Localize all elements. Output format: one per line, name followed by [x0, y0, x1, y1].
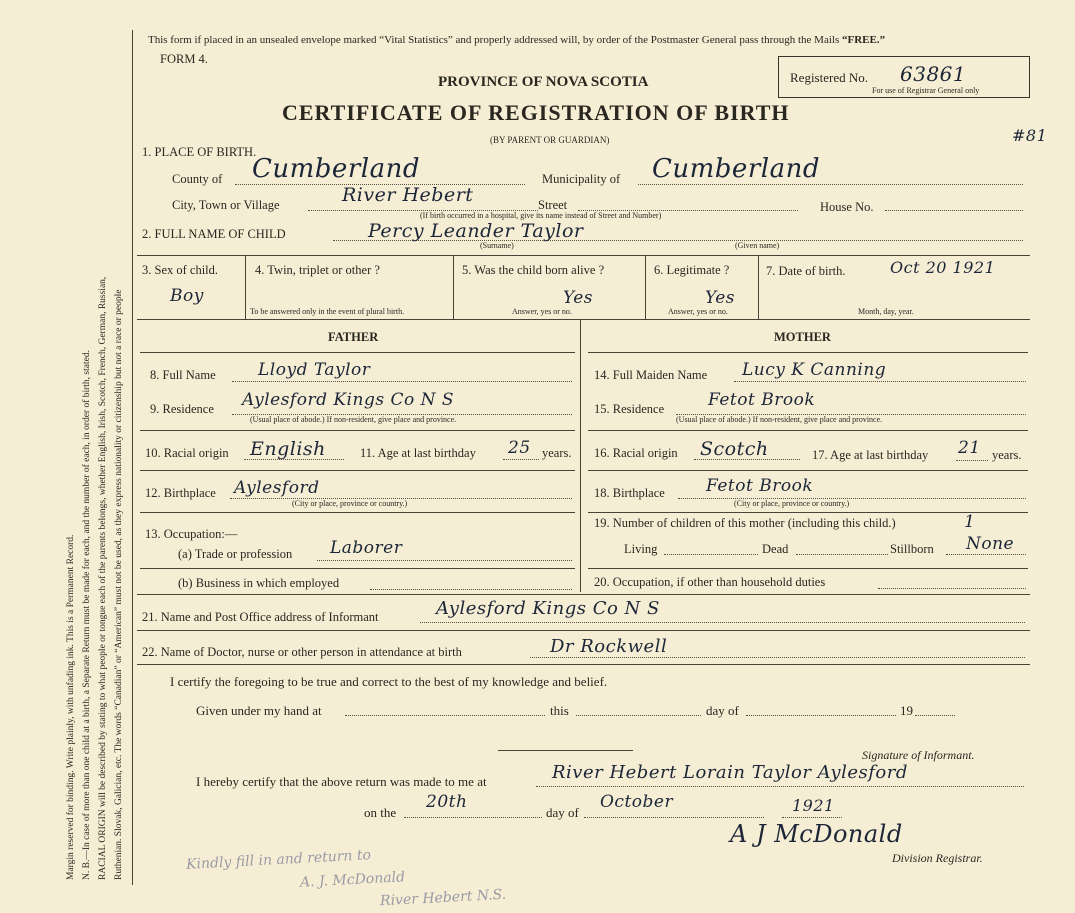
registrar-signature: A J McDonald	[730, 820, 903, 848]
legitimate-note: Answer, yes or no.	[668, 307, 728, 316]
mother-birthplace-value: Fetot Brook	[706, 476, 814, 496]
alive-note: Answer, yes or no.	[512, 307, 572, 316]
registrar-day-of-label: day of	[546, 805, 579, 820]
pencil-note-line-3: River Hebert N.S.	[379, 886, 507, 910]
given-name-note: (Given name)	[735, 241, 780, 250]
father-heading: FATHER	[328, 330, 379, 344]
father-birthplace-value: Aylesford	[234, 478, 320, 498]
father-age-label: 11. Age at last birthday	[360, 446, 476, 460]
mother-age-value: 21	[958, 438, 981, 458]
margin-line-1: Margin reserved for binding. Write plainly, with unfading ink. This is a Permanent Record.	[66, 534, 76, 880]
birthdate-value: Oct 20 1921	[890, 258, 996, 277]
form-number: FORM 4.	[160, 52, 208, 66]
father-trade-label: (a) Trade or profession	[178, 547, 293, 561]
margin-line-4: Ruthenian. Slovak, Galician, etc. The words “Canadian” or “American” must not be used, as they express nationality or citizenship but not a race or people	[114, 289, 124, 880]
registrar-text: I hereby certify that the above return was made to me at	[196, 774, 487, 789]
doctor-label: 22. Name of Doctor, nurse or other person in attendance at birth	[142, 645, 462, 659]
father-occupation-label: 13. Occupation:—	[145, 527, 238, 541]
registrar-day: 20th	[426, 792, 468, 812]
postal-notice-free: “FREE.”	[841, 34, 886, 46]
twin-label: 4. Twin, triplet or other ?	[255, 263, 380, 277]
mother-residence-label: 15. Residence	[594, 402, 665, 416]
mother-birthplace-label: 18. Birthplace	[594, 486, 665, 500]
corner-mark: #81	[1012, 126, 1048, 145]
birthdate-note: Month, day, year.	[858, 307, 914, 316]
mother-children-value: 1	[964, 512, 976, 532]
mother-occupation-label: 20. Occupation, if other than household duties	[594, 575, 826, 589]
father-racial-value: English	[250, 438, 326, 460]
informant-value: Aylesford Kings Co N S	[436, 598, 660, 619]
father-racial-label: 10. Racial origin	[145, 446, 229, 460]
sex-value: Boy	[170, 286, 204, 306]
father-residence-value: Aylesford Kings Co N S	[242, 390, 455, 410]
alive-label: 5. Was the child born alive ?	[462, 263, 605, 277]
city-value: River Hebert	[342, 184, 474, 206]
alive-value: Yes	[563, 288, 594, 308]
pencil-note-line-2: A. J. McDonald	[299, 869, 406, 891]
father-name-value: Lloyd Taylor	[258, 360, 371, 380]
doctor-value: Dr Rockwell	[550, 636, 668, 657]
given-label: Given under my hand at	[196, 703, 322, 718]
registrar-month: October	[600, 792, 674, 812]
father-age-value: 25	[508, 438, 531, 458]
mother-birthplace-note: (City or place, province or country.)	[734, 499, 850, 508]
father-business-label: (b) Business in which employed	[178, 576, 340, 590]
year-label: 19	[900, 703, 913, 718]
registered-note: For use of Registrar General only	[872, 86, 980, 95]
birthdate-label: 7. Date of birth.	[766, 264, 846, 278]
father-residence-label: 9. Residence	[150, 402, 214, 416]
father-residence-note: (Usual place of abode.) If non-resident, give place and province.	[250, 415, 457, 424]
mother-dead-label: Dead	[762, 542, 789, 556]
surname-note: (Surname)	[480, 241, 514, 250]
margin-line-3: RACIAL ORIGIN will be described by stating to what people or tongue each of the parents belongs, whether English, Irish, Scotch, French, German, Russian,	[98, 276, 108, 880]
registrar-signature-label: Division Registrar.	[892, 851, 983, 865]
informant-label: 21. Name and Post Office address of Informant	[142, 610, 379, 624]
municipality-label: Municipality of	[542, 172, 621, 186]
informant-signature-label: Signature of Informant.	[862, 748, 975, 762]
mother-stillborn-value: None	[966, 534, 1015, 554]
this-label: this	[550, 703, 569, 718]
street-label: Street	[538, 198, 568, 212]
on-the-label: on the	[364, 805, 397, 820]
county-label: County of	[172, 172, 223, 186]
child-name-value: Percy Leander Taylor	[368, 220, 584, 242]
father-birthplace-note: (City or place, province or country.)	[292, 499, 408, 508]
mother-name-value: Lucy K Canning	[742, 360, 887, 380]
pencil-note-line-1: Kindly fill in and return to	[185, 847, 372, 873]
mother-name-label: 14. Full Maiden Name	[594, 368, 708, 382]
certificate-subtitle: (BY PARENT OR GUARDIAN)	[490, 135, 610, 145]
registrar-place: River Hebert Lorain Taylor Aylesford	[552, 762, 908, 783]
hospital-note: (If birth occurred in a hospital, give its name instead of Street and Number)	[420, 211, 662, 220]
certify-text: I certify the foregoing to be true and correct to the best of my knowledge and belief.	[170, 674, 608, 689]
mother-living-label: Living	[624, 542, 658, 556]
registered-number: 63861	[900, 62, 967, 86]
mother-age-label: 17. Age at last birthday	[812, 448, 929, 462]
child-name-label: 2. FULL NAME OF CHILD	[142, 227, 286, 241]
father-name-label: 8. Full Name	[150, 368, 216, 382]
mother-stillborn-label: Stillborn	[890, 542, 934, 556]
margin-line-2: N. B.—In case of more than one child at a birth, a Separate Return must be made for each, and the number of each, in order of birth, stated.	[82, 350, 92, 880]
mother-racial-value: Scotch	[700, 438, 769, 460]
mother-children-label: 19. Number of children of this mother (including this child.)	[594, 516, 896, 530]
mother-residence-value: Fetot Brook	[708, 390, 816, 410]
municipality-value: Cumberland	[652, 154, 820, 184]
place-heading: 1. PLACE OF BIRTH.	[142, 145, 257, 159]
postal-notice-text: This form if placed in an unsealed envelope marked “Vital Statistics” and properly addressed will, by order of the Postmaster General pass through the Mails	[148, 34, 840, 46]
county-value: Cumberland	[252, 154, 420, 184]
father-years: years.	[542, 446, 572, 460]
house-label: House No.	[820, 200, 874, 214]
twin-note: To be answered only in the event of plural birth.	[250, 307, 405, 316]
mother-heading: MOTHER	[774, 330, 831, 344]
day-of-label: day of	[706, 703, 739, 718]
legitimate-label: 6. Legitimate ?	[654, 263, 730, 277]
province-title: PROVINCE OF NOVA SCOTIA	[438, 74, 649, 90]
postal-notice	[148, 34, 885, 46]
mother-racial-label: 16. Racial origin	[594, 446, 678, 460]
legitimate-value: Yes	[705, 288, 736, 308]
city-label: City, Town or Village	[172, 198, 280, 212]
certificate-title: CERTIFICATE OF REGISTRATION OF BIRTH	[282, 100, 790, 125]
sex-label: 3. Sex of child.	[142, 263, 219, 277]
registrar-year: 1921	[792, 796, 835, 815]
father-trade-value: Laborer	[330, 538, 403, 558]
mother-residence-note: (Usual place of abode.) If non-resident, give place and province.	[676, 415, 883, 424]
mother-years: years.	[992, 448, 1022, 462]
registered-label: Registered No.	[790, 70, 868, 85]
father-birthplace-label: 12. Birthplace	[145, 486, 216, 500]
